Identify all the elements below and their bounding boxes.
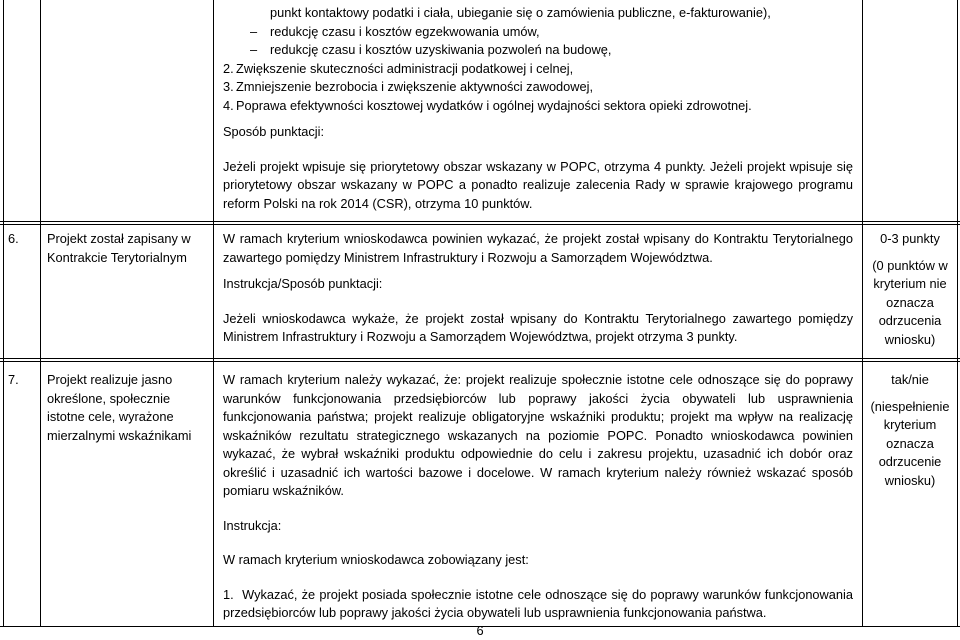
page-number: 6 [476, 623, 484, 638]
criterion-description [223, 230, 853, 347]
table-border-col1 [40, 0, 41, 626]
table-border-col2 [213, 0, 214, 626]
instruction-heading: Instrukcja/Sposób punktacji: [223, 276, 383, 291]
obligation-text: W ramach kryterium wnioskodawca zobowiązany jest: [223, 552, 529, 567]
criterion-description [223, 371, 853, 623]
criterion-name: Projekt realizuje jasno określone, społecznie istotne cele, wyrażone mierzalnymi wskaźnikami [47, 372, 192, 443]
points-cell [866, 371, 954, 490]
instruction-text: Jeżeli wnioskodawca wykaże, że projekt został wpisany do Kontraktu Terytorialnego zawartego pomiędzy Ministrem Infrastruktury i Rozwoju a Samorządem Województwa, projekt otrzyma 3 punkty. [223, 310, 853, 344]
table-border-col3 [862, 0, 863, 626]
points-value: 0-3 punkty [880, 231, 940, 246]
points-cell [866, 230, 954, 349]
continuation-line: punkt kontaktowy podatki i ciała, ubieganie się o zamówienia publiczne, e-fakturowanie), [270, 5, 771, 20]
row-divider-7 [0, 358, 960, 359]
row-divider-6b [0, 224, 960, 225]
list-item: 1. Wykazać, że projekt posiada społecznie istotne cele odnoszące się do poprawy warunków funkcjonowania przedsiębiorców lub poprawy jakości życia obywateli lub usprawnienia funkcjonowania państwa. [223, 586, 853, 620]
list-item: – redukcję czasu i kosztów uzyskiwania pozwoleń na budowę, [223, 41, 853, 60]
top-row-content [223, 4, 853, 213]
scoring-heading: Sposób punktacji: [223, 124, 325, 139]
row-divider-6 [0, 221, 960, 222]
list-item: – redukcję czasu i kosztów egzekwowania umów, [223, 23, 853, 42]
description-text: W ramach kryterium wnioskodawca powinien wykazać, że projekt został wpisany do Kontraktu Terytorialnego zawartego pomiędzy Ministrem Infrastruktury i Rozwoju a Samorządem Województwa. [223, 231, 853, 265]
points-note: (niespełnienie kryterium oznacza odrzucenie wniosku) [870, 398, 950, 488]
points-note: (0 punktów w kryterium nie oznacza odrzucenia wniosku) [872, 257, 948, 347]
list-item: 2. Zwiększenie skuteczności administracji podatkowej i celnej, [223, 60, 574, 76]
list-item: 3. Zmniejszenie bezrobocia i zwiększenie aktywności zawodowej, [223, 79, 594, 94]
table-border-right [957, 0, 958, 626]
description-text: W ramach kryterium należy wykazać, że: projekt realizuje społecznie istotne cele odnoszące się do poprawy warunków funkcjonowania przedsiębiorców lub poprawy jakości życia obywateli lub usprawnienia funkcjonowania państwa; projekt realizuje obligatoryjne wskaźniki produktu; projekt ma wpływ na realizację wskaźników rezultatu strategicznego wskazanych na poziomie POPC. Ponadto wnioskodawca powinien wykazać, że wybrał wskaźniki produktu odpowiednie do celu i zakresu projektu, uzasadnić ich dobór oraz określić i uzasadnić ich wartości bazowe i docelowe. W ramach kryterium należy również wskazać sposób pomiaru wskaźników. [223, 372, 853, 498]
row-number: 7. [8, 372, 19, 387]
scoring-text: Jeżeli projekt wpisuje się priorytetowy obszar wskazany w POPC, otrzyma 4 punkty. Jeżeli projekt wpisuje się priorytetowy obszar wskazany w POPC a ponadto realizuje zalecenia Rady w sprawie krajowego programu reform Polski na rok 2014 (CSR), otrzyma 10 punktów. [223, 158, 853, 211]
instruction-heading: Instrukcja: [223, 517, 282, 533]
criterion-name: Projekt został zapisany w Kontrakcie Terytorialnym [47, 231, 191, 265]
table-border-left [3, 0, 4, 626]
row-divider-7b [0, 361, 960, 362]
points-value: tak/nie [891, 372, 929, 387]
row-number: 6. [8, 231, 19, 246]
dash-marker: – [250, 42, 258, 57]
dash-marker: – [250, 23, 258, 39]
list-item: 4. Poprawa efektywności kosztowej wydatków i ogólnej wydajności sektora opieki zdrowotnej. [223, 97, 752, 113]
